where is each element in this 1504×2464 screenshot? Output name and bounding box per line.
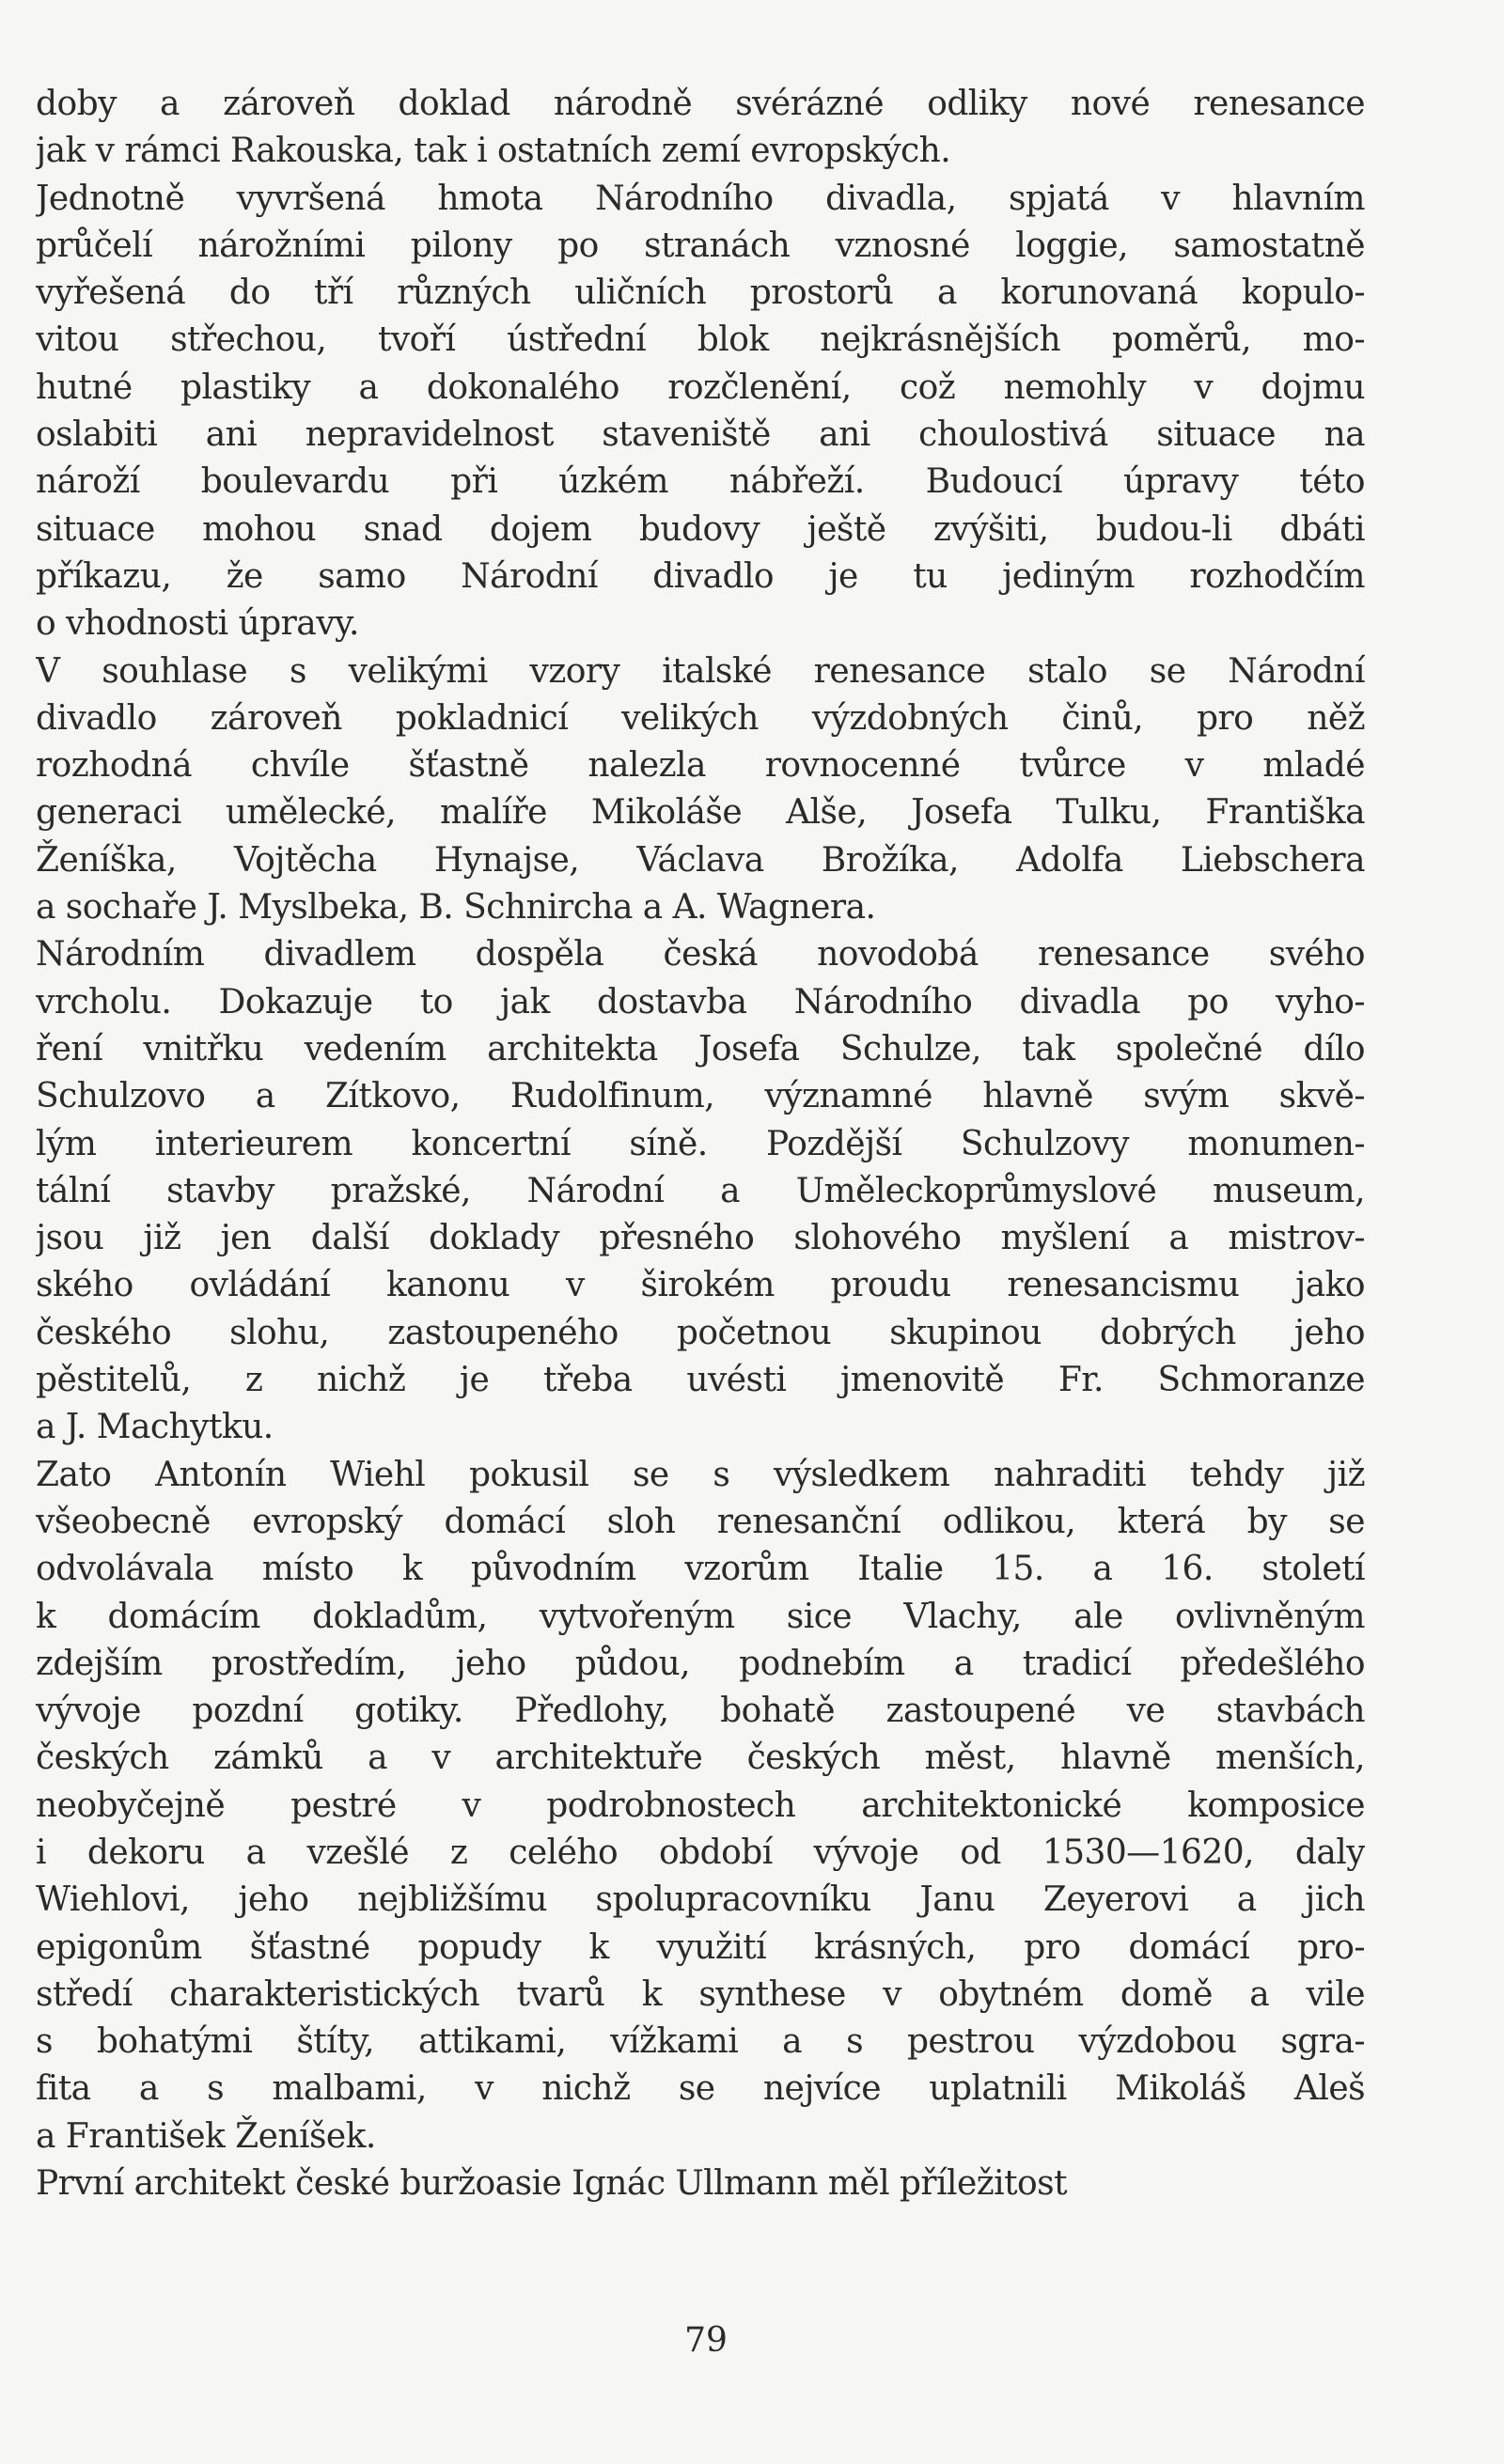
text-line: Ženíška, Vojtěcha Hynajse, Václava Brožíka, Adolfa Liebschera (36, 840, 1365, 880)
text-line: středí charakteristických tvarů k synthese v obytném domě a vile (36, 1974, 1365, 2014)
text-line: Národním divadlem dospěla česká novodobá renesance svého (36, 935, 1365, 975)
text-line: rozhodná chvíle šťastně nalezla rovnocenné tvůrce v mladé (36, 746, 1365, 786)
text-line: lým interieurem koncertní síně. Pozdější Schulzovy monumen- (36, 1124, 1365, 1163)
text-line: ského ovládání kanonu v širokém proudu renesancismu jako (36, 1266, 1365, 1305)
text-line: a František Ženíšek. (36, 2116, 376, 2156)
text-line: ření vnitřku vedením architekta Josefa Schulze, tak společné dílo (36, 1029, 1365, 1068)
text-line: jak v rámci Rakouska, tak i ostatních zemí evropských. (36, 132, 951, 171)
page-number: 79 (684, 2321, 728, 2360)
text-line: k domácím dokladům, vytvořeným sice Vlachy, ale ovlivněným (36, 1597, 1365, 1636)
text-line: a J. Machytku. (36, 1408, 274, 1447)
text-line: Schulzovo a Zítkovo, Rudolfinum, významné hlavně svým skvě- (36, 1077, 1365, 1116)
text-line: vrcholu. Dokazuje to jak dostavba Národního divadla po vyho- (36, 982, 1365, 1021)
text-line: českého slohu, zastoupeného početnou skupinou dobrých jeho (36, 1313, 1365, 1352)
body-text (36, 81, 1365, 2207)
text-line: jsou již jen další doklady přesného slohového myšlení a mistrov- (36, 1219, 1365, 1258)
text-line: o vhodnosti úpravy. (36, 604, 359, 644)
text-line: V souhlase s velikými vzory italské renesance stalo se Národní (36, 651, 1365, 691)
text-line: pěstitelů, z nichž je třeba uvésti jmenovitě Fr. Schmoranze (36, 1361, 1365, 1400)
text-line: oslabiti ani nepravidelnost staveniště ani choulostivá situace na (36, 415, 1365, 455)
text-line: generaci umělecké, malíře Mikoláše Alše, Josefa Tulku, Františka (36, 793, 1365, 833)
text-line: situace mohou snad dojem budovy ještě zvýšiti, budou-li dbáti (36, 509, 1365, 549)
text-line: průčelí nárožními pilony po stranách vznosné loggie, samostatně (36, 226, 1365, 265)
text-line: českých zámků a v architektuře českých měst, hlavně menších, (36, 1739, 1365, 1778)
text-line: fita a s malbami, v nichž se nejvíce uplatnili Mikoláš Aleš (36, 2069, 1365, 2109)
text-line: Zato Antonín Wiehl pokusil se s výsledkem nahraditi tehdy již (36, 1455, 1365, 1494)
text-line: s bohatými štíty, attikami, vížkami a s pestrou výzdobou sgra- (36, 2022, 1365, 2062)
text-line: divadlo zároveň pokladnicí velikých výzdobných činů, pro něž (36, 698, 1365, 738)
text-line: neobyčejně pestré v podrobnostech architektonické komposice (36, 1786, 1365, 1825)
text-line: První architekt české buržoasie Ignác Ullmann měl příležitost (36, 2164, 1068, 2204)
text-line: odvolávala místo k původním vzorům Italie 15. a 16. století (36, 1550, 1365, 1589)
text-line: Jednotně vyvršená hmota Národního divadla, spjatá v hlavním (36, 179, 1365, 218)
text-line: tální stavby pražské, Národní a Uměleckoprůmyslové museum, (36, 1171, 1365, 1210)
text-line: vyřešená do tří různých uličních prostorů a korunovaná kopulo- (36, 273, 1365, 313)
text-line: nároží boulevardu při úzkém nábřeží. Budoucí úpravy této (36, 462, 1365, 502)
text-line: doby a zároveň doklad národně svérázné odliky nové renesance (36, 85, 1365, 123)
text-line: příkazu, že samo Národní divadlo je tu jediným rozhodčím (36, 556, 1365, 596)
text-line: zdejším prostředím, jeho půdou, podnebím a tradicí předešlého (36, 1644, 1365, 1683)
text-line: epigonům šťastné popudy k využití krásných, pro domácí pro- (36, 1927, 1365, 1967)
text-line: vitou střechou, tvoří ústřední blok nejkrásnějších poměrů, mo- (36, 320, 1365, 360)
text-line: hutné plastiky a dokonalého rozčlenění, což nemohly v dojmu (36, 367, 1365, 407)
text-line: Wiehlovi, jeho nejbližšímu spolupracovníku Janu Zeyerovi a jich (36, 1880, 1365, 1920)
text-line: všeobecně evropský domácí sloh renesanční odlikou, která by se (36, 1502, 1365, 1541)
text-line: vývoje pozdní gotiky. Předlohy, bohatě zastoupené ve stavbách (36, 1692, 1365, 1731)
text-line: i dekoru a vzešlé z celého období vývoje od 1530—1620, daly (36, 1832, 1365, 1872)
text-line: a sochaře J. Myslbeka, B. Schnircha a A. Wagnera. (36, 888, 876, 928)
